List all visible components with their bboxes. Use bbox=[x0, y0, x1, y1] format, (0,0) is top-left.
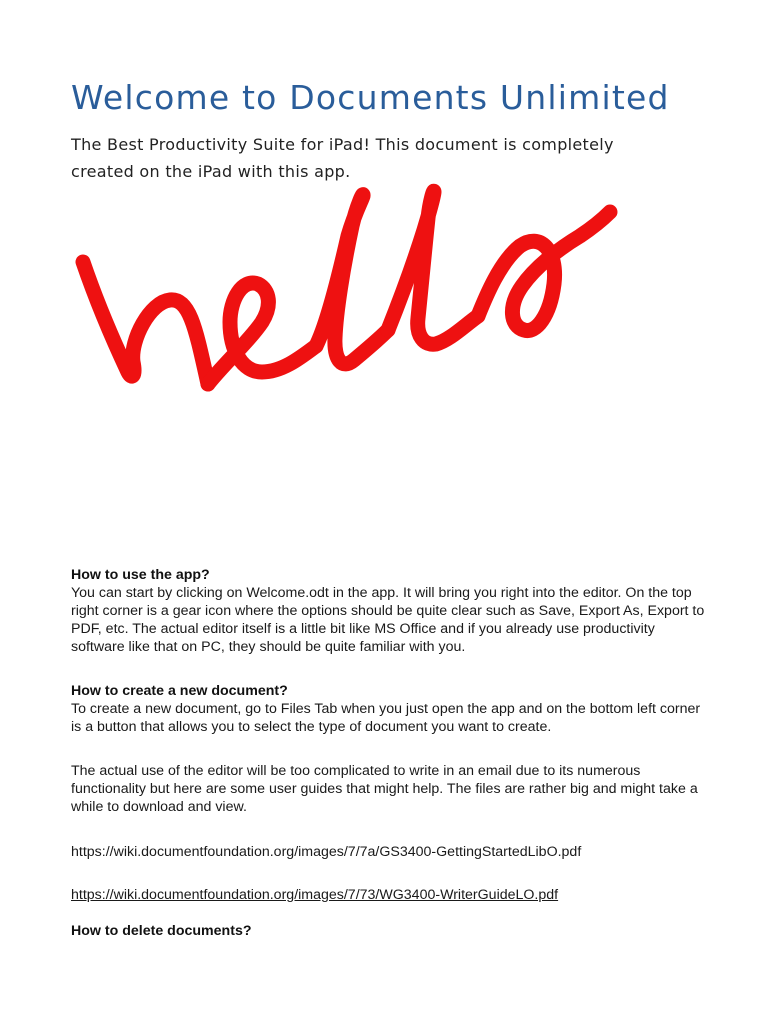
section-delete-documents bbox=[71, 922, 711, 940]
handwriting-stroke-h bbox=[83, 262, 208, 384]
link-writer-guide-pdf[interactable]: https://wiki.documentfoundation.org/images/7/73/WG3400-WriterGuideLO.pdf bbox=[71, 887, 559, 903]
link-writer-guide bbox=[71, 886, 711, 904]
handwriting-stroke-o bbox=[478, 212, 610, 331]
document-subtitle: The Best Productivity Suite for iPad! This document is completely created on the iPad with this app. bbox=[71, 135, 614, 181]
heading-use-app: How to use the app? bbox=[71, 567, 210, 583]
section-editor-note bbox=[71, 762, 711, 816]
paragraph-use-app: You can start by clicking on Welcome.odt in the app. It will bring you right into the editor. On the top right corner is a gear icon where the options should be quite clear such as Save, Export As, Export to PDF, etc. The actual editor itself is a little bit like MS Office and if you already use productivity software like that on PC, they should be quite familiar with you. bbox=[71, 585, 705, 655]
paragraph-editor-note: The actual use of the editor will be too complicated to write in an email due to its numerous functionality but here are some user guides that might help. The files are rather big and might take a while to download and view. bbox=[71, 763, 698, 815]
document-title: Welcome to Documents Unlimited bbox=[71, 78, 670, 117]
section-create-document bbox=[71, 682, 711, 736]
section-use-app bbox=[71, 566, 711, 656]
handwriting-stroke-l2 bbox=[388, 191, 478, 344]
handwriting-stroke-e bbox=[208, 283, 316, 384]
link-getting-started-guide[interactable]: https://wiki.documentfoundation.org/images/7/7a/GS3400-GettingStartedLibO.pdf bbox=[71, 844, 582, 860]
heading-create-document: How to create a new document? bbox=[71, 683, 288, 699]
paragraph-create-document: To create a new document, go to Files Tab when you just open the app and on the bottom left corner is a button that allows you to select the type of document you want to create. bbox=[71, 701, 701, 735]
handwriting-stroke-l1 bbox=[316, 195, 388, 364]
heading-delete-documents: How to delete documents? bbox=[71, 923, 252, 939]
link-getting-started bbox=[71, 843, 711, 861]
